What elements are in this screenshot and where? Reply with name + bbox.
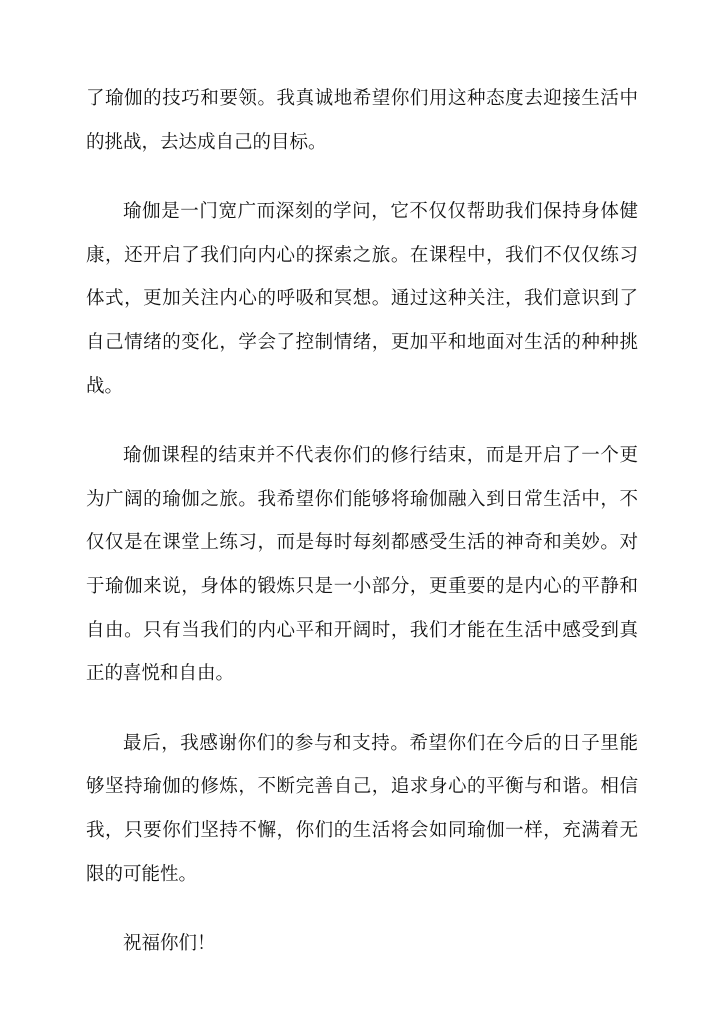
paragraph-yoga-journey: 瑜伽课程的结束并不代表你们的修行结束，而是开启了一个更为广阔的瑜伽之旅。我希望你们能够将瑜伽融入到日常生活中，不仅仅是在课堂上练习，而是每时每刻都感受生活的神奇和美妙。对于瑜伽来说，身体的锻炼只是一小部分，更重要的是内心的平静和自由。只有当我们的内心平和开阔时，我们才能在生活中感受到真正的喜悦和自由。 <box>86 445 638 685</box>
paragraph-continuation: 了瑜伽的技巧和要领。我真诚地希望你们用这种态度去迎接生活中的挑战，去达成自己的目标。 <box>86 88 638 153</box>
paragraph-thanks: 最后，我感谢你们的参与和支持。希望你们在今后的日子里能够坚持瑜伽的修炼，不断完善自己，追求身心的平衡与和谐。相信我，只要你们坚持不懈，你们的生活将会如同瑜伽一样，充满着无限的可能性。 <box>86 732 638 885</box>
paragraph-blessing: 祝福你们！ <box>123 933 216 955</box>
paragraph-yoga-learning: 瑜伽是一门宽广而深刻的学问，它不仅仅帮助我们保持身体健康，还开启了我们向内心的探索之旅。在课程中，我们不仅仅练习体式，更加关注内心的呼吸和冥想。通过这种关注，我们意识到了自己情绪的变化，学会了控制情绪，更加平和地面对生活的种种挑战。 <box>86 201 638 397</box>
document-body <box>86 77 638 992</box>
